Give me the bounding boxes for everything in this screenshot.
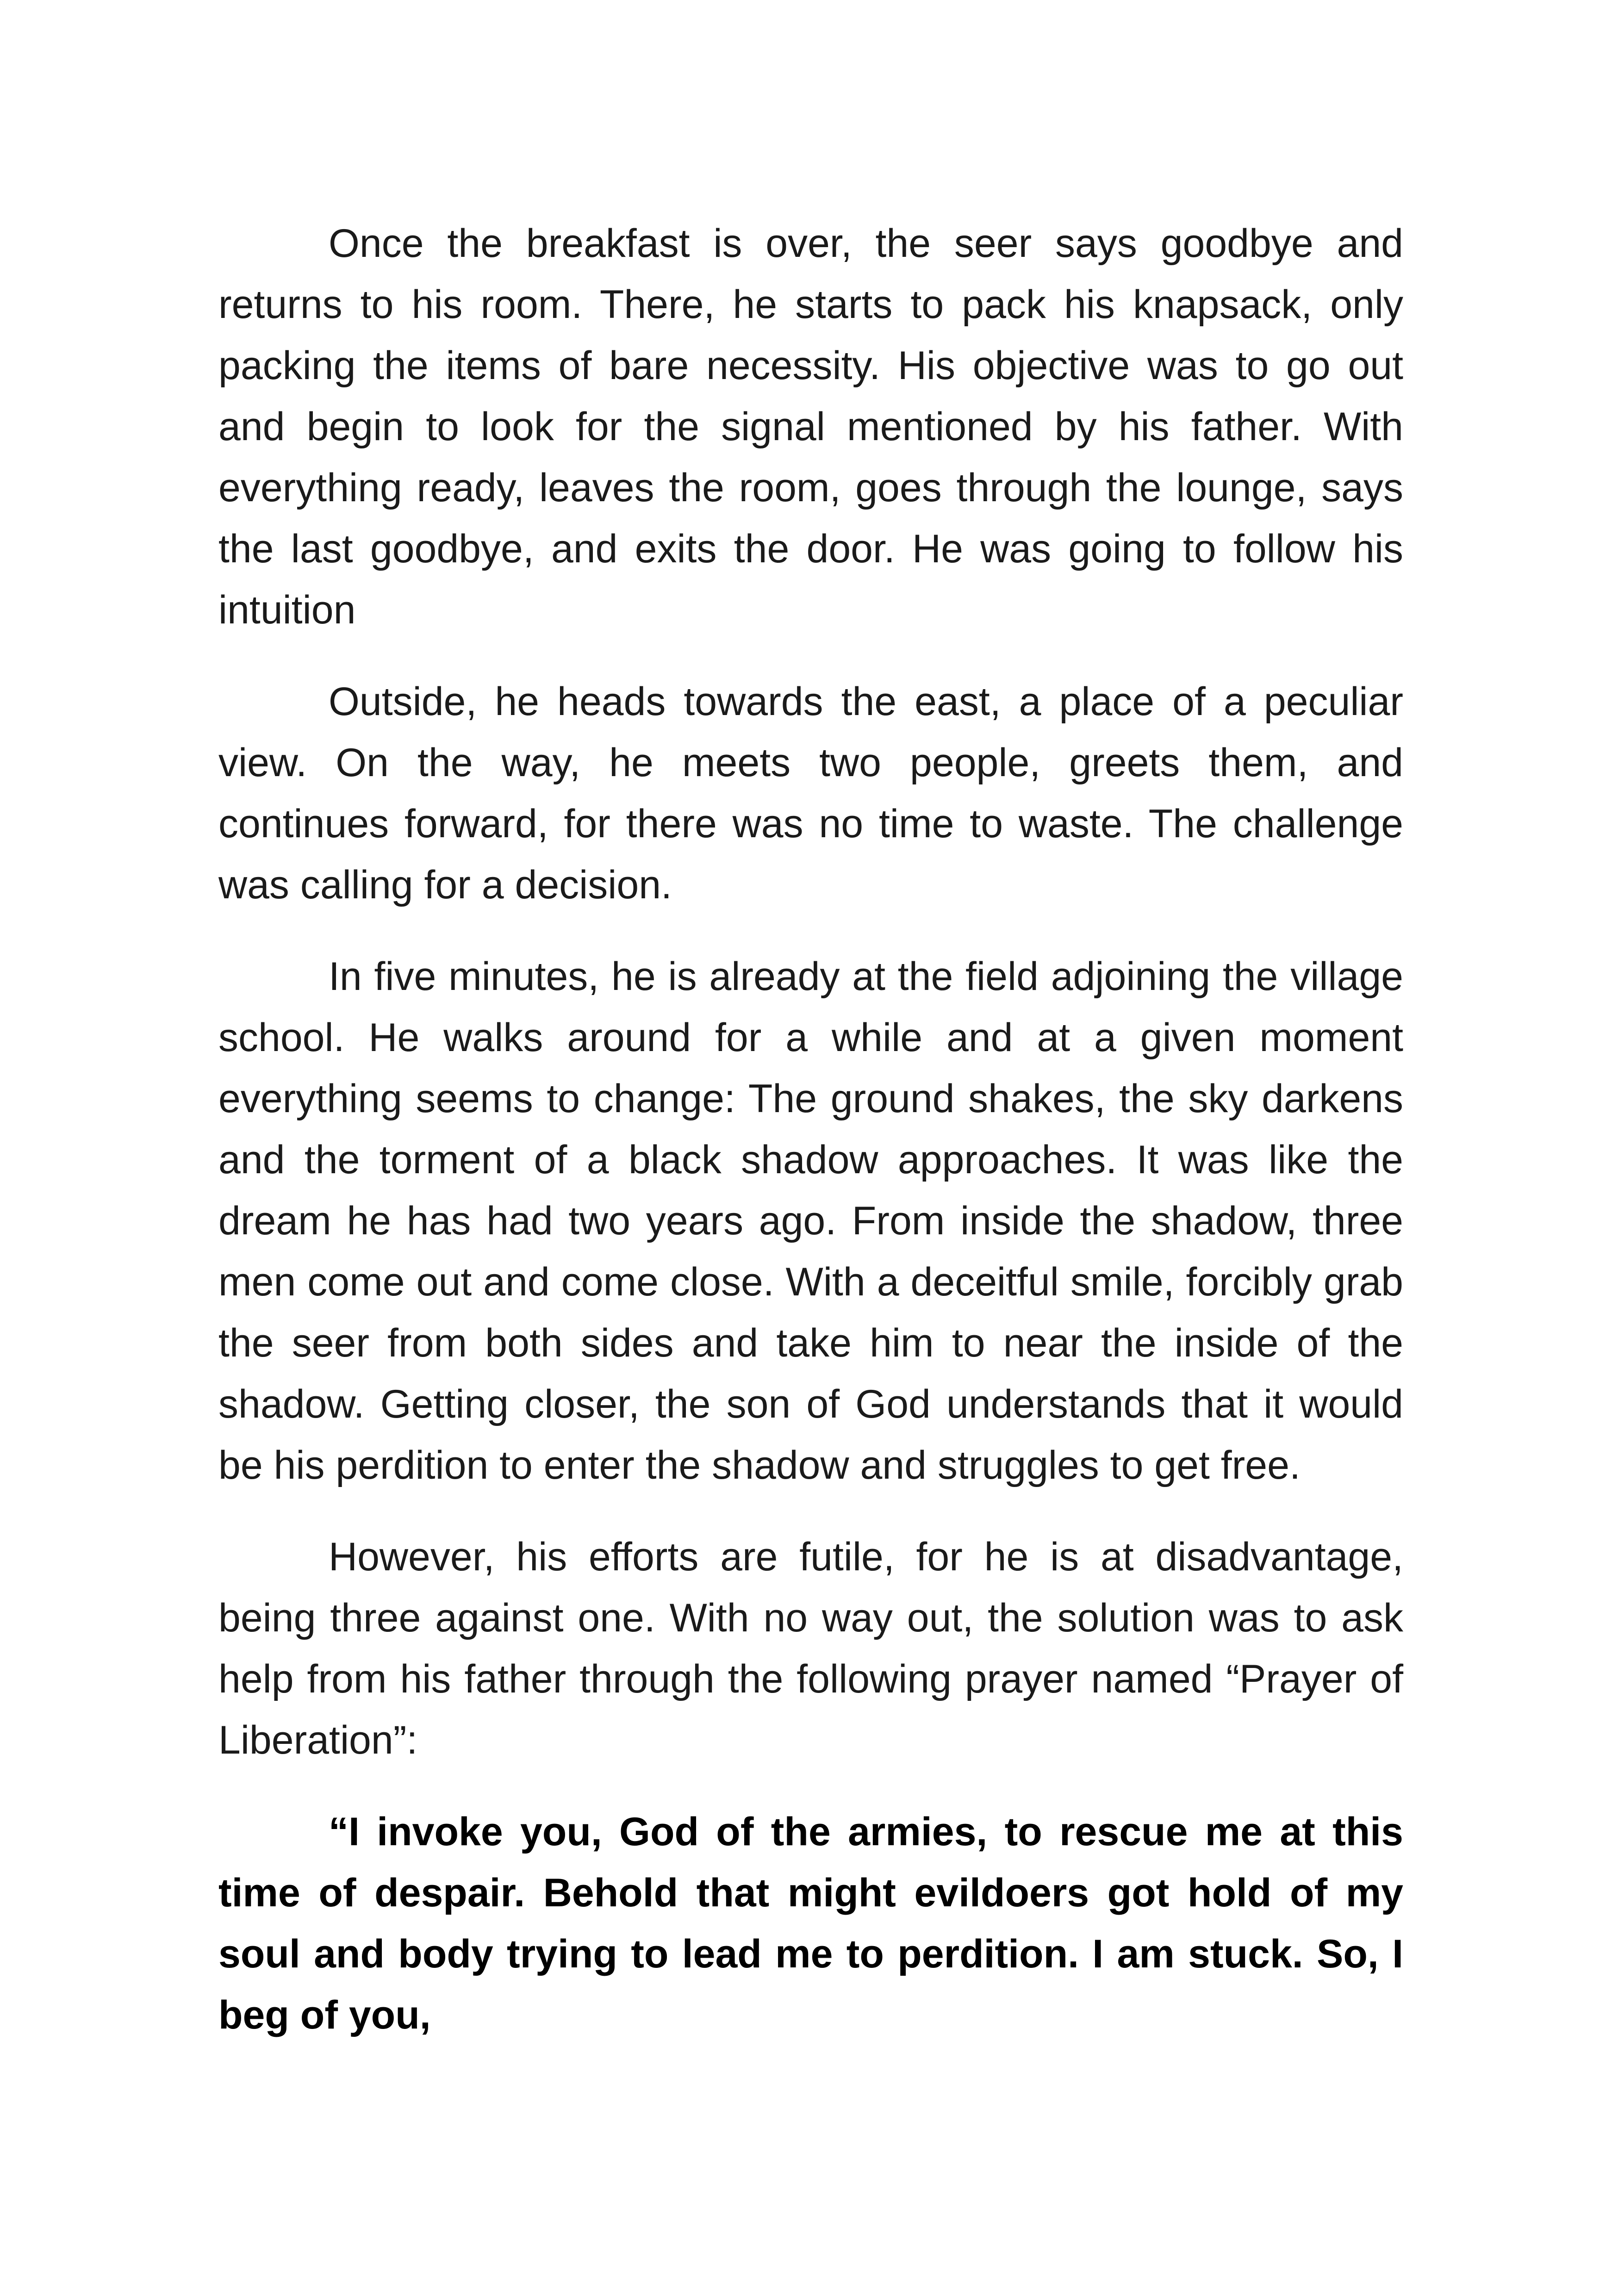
paragraph-prayer: “I invoke you, God of the armies, to rescue me at this time of despair. Behold that might evildoers got hold of my soul and body trying to lead me to perdition. I am stuck. So, I beg of you, xyxy=(218,1810,1403,2037)
paragraph-field: In five minutes, he is already at the field adjoining the village school. He walks around for a while and at a given moment everything seems to change: The ground shakes, the sky darkens and the torment of a black shadow approaches. It was like the dream he has had two years ago. From inside the shadow, three men come out and come close. With a deceitful smile, forcibly grab the seer from both sides and take him to near the inside of the shadow. Getting closer, the son of God understands that it would be his perdition to enter the shadow and struggles to get free. xyxy=(218,954,1403,1487)
paragraph-however: However, his efforts are futile, for he is at disadvantage, being three against one. With no way out, the solution was to ask help from his father through the following prayer named “Prayer of Liberation”: xyxy=(218,1535,1403,1762)
body-text xyxy=(218,213,1403,2076)
paragraph-breakfast: Once the breakfast is over, the seer says goodbye and returns to his room. There, he starts to pack his knapsack, only packing the items of bare necessity. His objective was to go out and begin to look for the signal mentioned by his father. With everything ready, leaves the room, goes through the lounge, says the last goodbye, and exits the door. He was going to follow his intuition xyxy=(218,221,1403,632)
paragraph-outside: Outside, he heads towards the east, a place of a peculiar view. On the way, he meets two people, greets them, and continues forward, for there was no time to waste. The challenge was calling for a decision. xyxy=(218,679,1403,907)
